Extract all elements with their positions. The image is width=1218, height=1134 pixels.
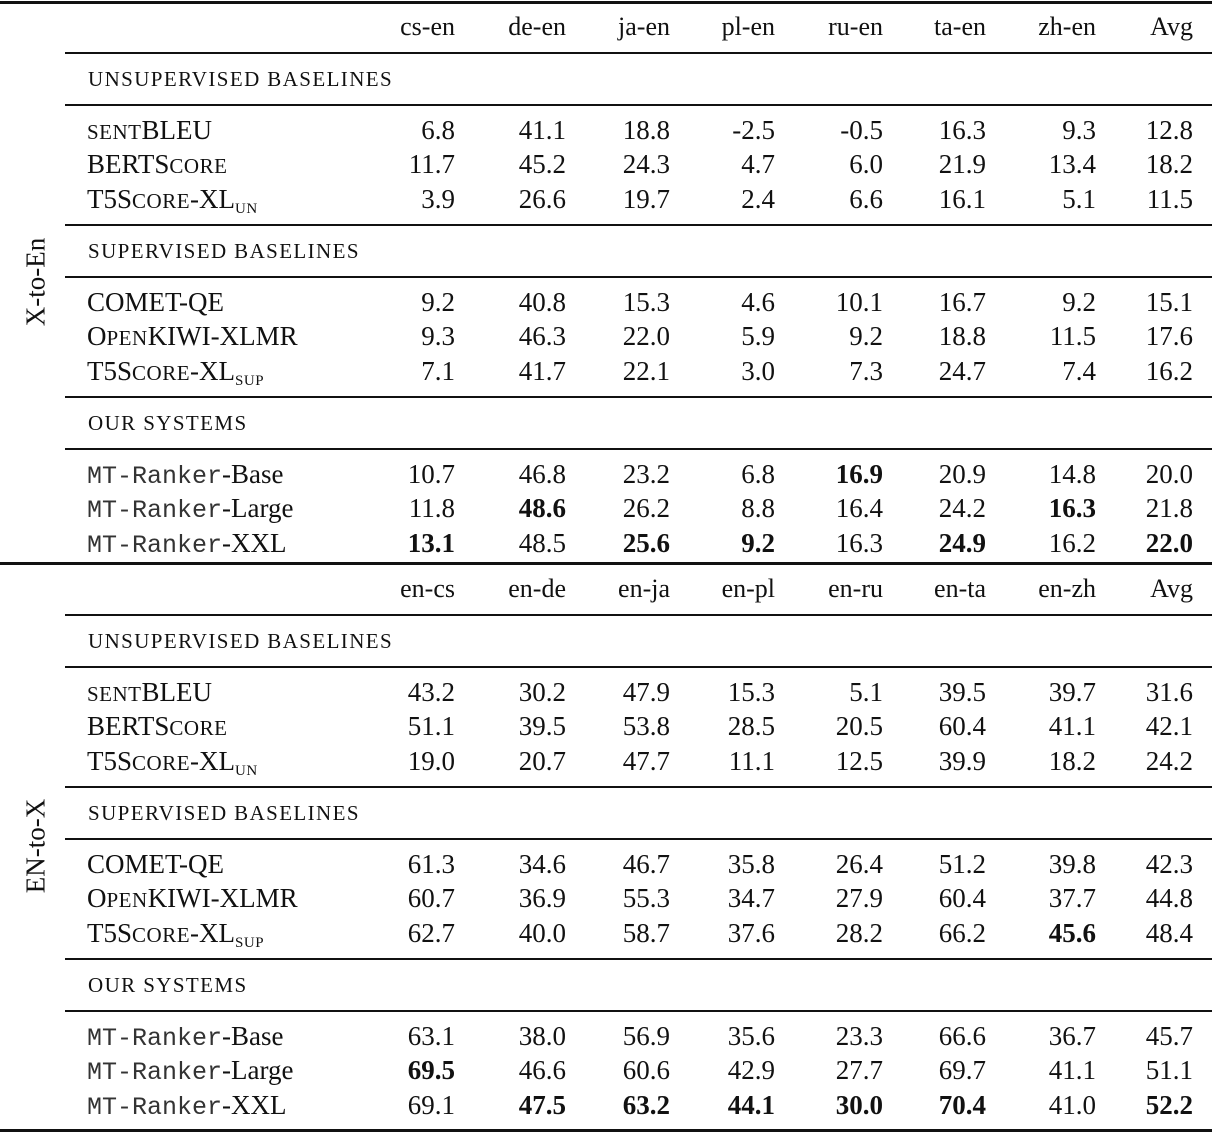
table-row	[0, 457, 1218, 491]
score-cell: 37.7	[1048, 883, 1096, 914]
score-cell: 51.2	[938, 849, 986, 879]
column-header: ru-en	[828, 12, 883, 41]
header-row	[0, 572, 1218, 606]
table-row	[0, 744, 1218, 778]
table-row	[0, 1053, 1218, 1087]
metric-name	[87, 709, 227, 745]
score-cell: 41.1	[518, 115, 566, 145]
score-cell: 11.5	[1049, 321, 1096, 352]
score-cell: 13.1	[407, 527, 455, 558]
score-cell: 16.3	[938, 115, 986, 145]
score-cell: 16.2	[1048, 527, 1096, 558]
score-cell: 39.5	[938, 677, 986, 707]
score-cell: 26.4	[835, 849, 883, 879]
score-cell: 47.5	[518, 1089, 566, 1120]
section-title: OUR SYSTEMS	[88, 973, 248, 997]
column-header: en-cs	[400, 574, 455, 603]
table-row	[0, 354, 1218, 388]
score-cell: 28.5	[727, 711, 775, 742]
score-cell: 24.7	[938, 355, 986, 386]
score-cell: 4.7	[741, 149, 775, 180]
score-cell: 16.1	[938, 183, 986, 214]
score-cell: 19.7	[622, 183, 670, 214]
score-cell: 45.6	[1048, 917, 1096, 948]
score-cell: 21.8	[1145, 493, 1193, 524]
score-cell: 63.2	[622, 1089, 670, 1120]
score-cell: 9.2	[421, 287, 455, 317]
score-cell: 31.6	[1145, 677, 1193, 707]
score-cell: 39.5	[518, 711, 566, 742]
score-cell: -0.5	[840, 115, 883, 145]
score-cell: 42.3	[1145, 849, 1193, 879]
score-cell: 11.8	[408, 493, 455, 524]
metric-name	[87, 1019, 284, 1056]
metric-name-subscript: UN	[235, 200, 258, 217]
score-cell: 56.9	[622, 1021, 670, 1051]
table-row	[0, 285, 1218, 319]
score-cell: -2.5	[732, 115, 775, 145]
score-cell: 17.6	[1145, 321, 1193, 352]
metric-name-mono: MT-Ranker	[87, 462, 223, 491]
score-cell: 61.3	[407, 849, 455, 879]
metric-name-suffix: -XXL	[222, 1089, 287, 1120]
score-cell: 16.3	[835, 527, 883, 558]
score-cell: 24.3	[622, 149, 670, 180]
score-cell: 2.4	[741, 183, 775, 214]
metric-name	[87, 526, 287, 563]
score-cell: 69.5	[407, 1055, 455, 1086]
score-cell: 46.8	[518, 459, 566, 489]
metric-name-suffix: -Base	[222, 1021, 284, 1051]
column-header: en-zh	[1038, 574, 1096, 603]
score-cell: 48.5	[518, 527, 566, 558]
score-cell: 34.6	[518, 849, 566, 879]
score-cell: 10.7	[407, 459, 455, 489]
metric-name-subscript: SUP	[235, 934, 265, 951]
score-cell: 41.1	[1048, 711, 1096, 742]
score-cell: 16.7	[938, 287, 986, 317]
metric-name	[87, 113, 212, 149]
score-cell: 25.6	[622, 527, 670, 558]
score-cell: 11.1	[728, 745, 775, 776]
metric-name-main: COMET-QE	[87, 287, 225, 317]
score-cell: 22.1	[622, 355, 670, 386]
score-cell: 6.8	[741, 459, 775, 489]
score-cell: 44.8	[1145, 883, 1193, 914]
score-cell: 11.7	[408, 149, 455, 180]
metric-name-rest: KIWI-XLMR	[147, 321, 298, 352]
score-cell: 60.4	[938, 711, 986, 742]
metric-name	[87, 744, 258, 788]
score-cell: 9.2	[849, 321, 883, 352]
score-cell: 51.1	[407, 711, 455, 742]
section-title: OUR SYSTEMS	[88, 411, 248, 435]
metric-name	[87, 847, 224, 881]
metric-name-main: COMET-QE	[87, 849, 225, 879]
score-cell: 58.7	[622, 917, 670, 948]
score-cell: 48.6	[518, 493, 566, 524]
score-cell: 60.7	[407, 883, 455, 914]
score-cell: 43.2	[407, 677, 455, 707]
score-cell: 7.3	[849, 355, 883, 386]
score-cell: 15.1	[1145, 287, 1193, 317]
score-cell: 9.3	[421, 321, 455, 352]
table-row	[0, 319, 1218, 353]
score-cell: 6.0	[849, 149, 883, 180]
score-cell: 20.5	[835, 711, 883, 742]
metric-name-mono: MT-Ranker	[87, 1092, 223, 1122]
score-cell: 9.2	[741, 527, 775, 558]
metric-name	[87, 916, 264, 960]
table-block-en-to-x	[0, 562, 1218, 1134]
metric-name-smallcaps: CORE	[132, 922, 191, 947]
column-header: Avg	[1150, 12, 1193, 41]
metric-name-smallcaps: CORE	[169, 716, 228, 741]
metric-name-smallcaps: PEN	[106, 888, 148, 913]
score-cell: 53.8	[622, 711, 670, 742]
score-cell: 42.1	[1145, 711, 1193, 742]
metric-name-mono: MT-Ranker	[87, 1058, 223, 1088]
metric-name-main: O	[87, 321, 107, 352]
score-cell: 7.4	[1062, 355, 1096, 386]
score-cell: 13.4	[1048, 149, 1096, 180]
score-cell: 40.8	[518, 287, 566, 317]
metric-name	[87, 285, 224, 319]
score-cell: 55.3	[622, 883, 670, 914]
score-cell: 20.9	[938, 459, 986, 489]
table-row	[0, 916, 1218, 950]
score-cell: 24.2	[1145, 745, 1193, 776]
metric-name	[87, 1088, 287, 1125]
metric-name	[87, 491, 294, 528]
column-header: en-pl	[721, 574, 775, 603]
score-cell: 30.0	[835, 1089, 883, 1120]
metric-name-suffix: -Large	[222, 493, 294, 524]
column-header: de-en	[508, 12, 566, 41]
score-cell: 16.9	[835, 459, 883, 489]
table-row	[0, 182, 1218, 216]
section-rule	[65, 838, 1212, 840]
score-cell: 20.0	[1145, 459, 1193, 489]
metric-name-main: BLEU	[141, 677, 212, 707]
column-header: en-ja	[618, 574, 670, 603]
score-cell: 24.9	[938, 527, 986, 558]
score-cell: 45.2	[518, 149, 566, 180]
score-cell: 18.2	[1145, 149, 1193, 180]
metric-name-main: T5S	[87, 917, 133, 948]
score-cell: 41.7	[518, 355, 566, 386]
score-cell: 52.2	[1145, 1089, 1193, 1120]
metric-name	[87, 354, 264, 398]
metric-name-main: O	[87, 883, 107, 914]
metric-name	[87, 147, 227, 183]
score-cell: 9.3	[1062, 115, 1096, 145]
column-header: zh-en	[1038, 12, 1096, 41]
metric-name-mono: MT-Ranker	[87, 530, 223, 560]
group-rule	[65, 224, 1212, 226]
score-cell: 41.1	[1048, 1055, 1096, 1086]
group-rule	[65, 396, 1212, 398]
metric-name-main: BERTS	[87, 149, 170, 180]
score-cell: 51.1	[1145, 1055, 1193, 1086]
score-cell: 16.4	[835, 493, 883, 524]
section-title: SUPERVISED BASELINES	[88, 239, 360, 263]
score-cell: 7.1	[421, 355, 455, 386]
table-row	[0, 113, 1218, 147]
score-cell: 21.9	[938, 149, 986, 180]
header-rule	[65, 52, 1212, 54]
bottom-rule	[0, 1129, 1212, 1132]
score-cell: 9.2	[1062, 287, 1096, 317]
table-row	[0, 147, 1218, 181]
column-header: ta-en	[934, 12, 986, 41]
metric-name	[87, 675, 212, 711]
score-cell: 46.7	[622, 849, 670, 879]
metric-name-suffix: -Base	[222, 459, 284, 489]
score-cell: 36.9	[518, 883, 566, 914]
section-rule	[65, 104, 1212, 106]
metric-name-main: T5S	[87, 745, 133, 776]
column-header: pl-en	[721, 12, 775, 41]
score-cell: 30.2	[518, 677, 566, 707]
score-cell: 34.7	[727, 883, 775, 914]
metric-name-prefix: SENT	[87, 120, 142, 144]
score-cell: 45.7	[1145, 1021, 1193, 1051]
score-cell: 22.0	[622, 321, 670, 352]
score-cell: 6.6	[849, 183, 883, 214]
score-cell: 15.3	[727, 677, 775, 707]
metric-name-subscript: SUP	[235, 372, 265, 389]
score-cell: 66.6	[938, 1021, 986, 1051]
metric-name-main: T5S	[87, 183, 133, 214]
header-rule	[65, 614, 1212, 616]
score-cell: 6.8	[421, 115, 455, 145]
metric-name	[87, 1053, 294, 1090]
column-header: en-de	[508, 574, 566, 603]
metric-name-rest: -XL	[190, 183, 236, 214]
score-cell: 39.7	[1048, 677, 1096, 707]
metric-name-rest: -XL	[190, 917, 236, 948]
score-cell: 60.6	[622, 1055, 670, 1086]
score-cell: 46.3	[518, 321, 566, 352]
score-cell: 47.7	[622, 745, 670, 776]
score-cell: 12.5	[835, 745, 883, 776]
table-row	[0, 675, 1218, 709]
section-rule	[65, 1010, 1212, 1012]
column-header: ja-en	[618, 12, 670, 41]
direction-label: EN-to-X	[20, 798, 51, 894]
score-cell: 70.4	[938, 1089, 986, 1120]
metric-name-main: BLEU	[141, 115, 212, 145]
score-cell: 27.7	[835, 1055, 883, 1086]
metric-name-mono: MT-Ranker	[87, 1024, 223, 1053]
score-cell: 47.9	[622, 677, 670, 707]
score-cell: 5.9	[741, 321, 775, 352]
score-cell: 18.2	[1048, 745, 1096, 776]
score-cell: 10.1	[835, 287, 883, 317]
score-cell: 60.4	[938, 883, 986, 914]
score-cell: 27.9	[835, 883, 883, 914]
score-cell: 5.1	[1062, 183, 1096, 214]
section-title: UNSUPERVISED BASELINES	[88, 629, 394, 653]
score-cell: 48.4	[1145, 917, 1193, 948]
score-cell: 5.1	[849, 677, 883, 707]
metric-name-main: T5S	[87, 355, 133, 386]
score-cell: 14.8	[1048, 459, 1096, 489]
header-row	[0, 10, 1218, 44]
metric-name-smallcaps: CORE	[132, 750, 191, 775]
score-cell: 38.0	[518, 1021, 566, 1051]
column-header: cs-en	[400, 12, 455, 41]
score-cell: 3.0	[741, 355, 775, 386]
section-rule	[65, 448, 1212, 450]
column-header: en-ta	[934, 574, 986, 603]
section-title: UNSUPERVISED BASELINES	[88, 67, 394, 91]
score-cell: 16.2	[1145, 355, 1193, 386]
score-cell: 16.3	[1048, 493, 1096, 524]
metric-name	[87, 457, 284, 494]
metric-name-suffix: -XXL	[222, 527, 287, 558]
score-cell: 4.6	[741, 287, 775, 317]
direction-label: X-to-En	[20, 237, 51, 327]
top-rule	[0, 562, 1212, 565]
table-row	[0, 1088, 1218, 1122]
score-cell: 39.8	[1048, 849, 1096, 879]
score-cell: 26.6	[518, 183, 566, 214]
table-row	[0, 847, 1218, 881]
score-cell: 44.1	[727, 1089, 775, 1120]
group-rule	[65, 958, 1212, 960]
score-cell: 12.8	[1145, 115, 1193, 145]
score-cell: 18.8	[622, 115, 670, 145]
column-header: en-ru	[828, 574, 883, 603]
section-rule	[65, 666, 1212, 668]
metric-name-main: BERTS	[87, 711, 170, 742]
top-rule	[0, 1, 1212, 4]
metric-name-rest: KIWI-XLMR	[147, 883, 298, 914]
score-cell: 36.7	[1048, 1021, 1096, 1051]
score-cell: 62.7	[407, 917, 455, 948]
score-cell: 42.9	[727, 1055, 775, 1086]
score-cell: 41.0	[1048, 1089, 1096, 1120]
metric-name-smallcaps: PEN	[106, 326, 148, 351]
score-cell: 22.0	[1145, 527, 1193, 558]
score-cell: 19.0	[407, 745, 455, 776]
metric-name	[87, 881, 298, 917]
score-cell: 66.2	[938, 917, 986, 948]
score-cell: 24.2	[938, 493, 986, 524]
table-row	[0, 526, 1218, 560]
metric-name-rest: -XL	[190, 355, 236, 386]
score-cell: 15.3	[622, 287, 670, 317]
score-cell: 3.9	[421, 183, 455, 214]
section-title: SUPERVISED BASELINES	[88, 801, 360, 825]
metric-name-smallcaps: CORE	[132, 360, 191, 385]
score-cell: 35.6	[727, 1021, 775, 1051]
score-cell: 23.2	[622, 459, 670, 489]
metric-name-subscript: UN	[235, 762, 258, 779]
score-cell: 35.8	[727, 849, 775, 879]
metric-name-rest: -XL	[190, 745, 236, 776]
score-cell: 23.3	[835, 1021, 883, 1051]
score-cell: 8.8	[741, 493, 775, 524]
table-row	[0, 491, 1218, 525]
metric-name-suffix: -Large	[222, 1055, 294, 1086]
score-cell: 39.9	[938, 745, 986, 776]
score-cell: 40.0	[518, 917, 566, 948]
column-header: Avg	[1150, 574, 1193, 603]
metric-name-prefix: SENT	[87, 682, 142, 706]
table-row	[0, 1019, 1218, 1053]
score-cell: 63.1	[407, 1021, 455, 1051]
table-row	[0, 709, 1218, 743]
score-cell: 20.7	[518, 745, 566, 776]
section-rule	[65, 276, 1212, 278]
score-cell: 46.6	[518, 1055, 566, 1086]
score-cell: 18.8	[938, 321, 986, 352]
score-cell: 37.6	[727, 917, 775, 948]
metric-name	[87, 319, 298, 355]
metric-name-smallcaps: CORE	[169, 154, 228, 179]
score-cell: 26.2	[622, 493, 670, 524]
score-cell: 69.7	[938, 1055, 986, 1086]
metric-name-mono: MT-Ranker	[87, 496, 223, 526]
score-cell: 69.1	[407, 1089, 455, 1120]
score-cell: 28.2	[835, 917, 883, 948]
table-row	[0, 881, 1218, 915]
group-rule	[65, 786, 1212, 788]
metric-name-smallcaps: CORE	[132, 188, 191, 213]
metric-name	[87, 182, 258, 226]
score-cell: 11.5	[1146, 183, 1193, 214]
